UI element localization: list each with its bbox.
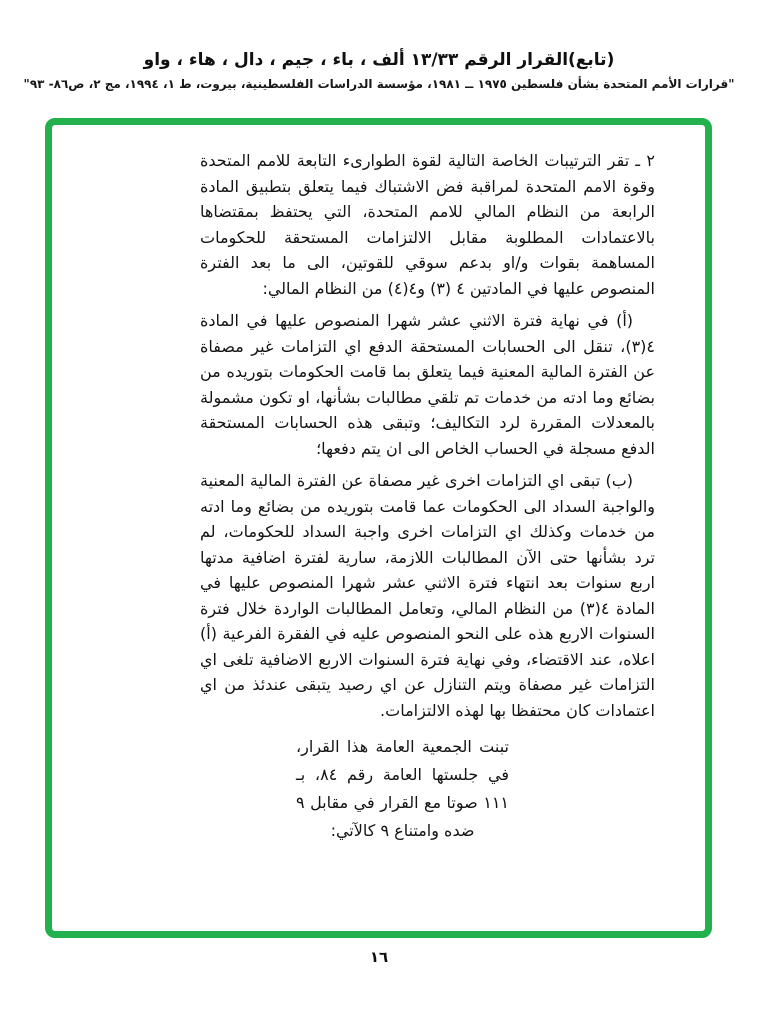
resolution-title: (تابع)القرار الرقم ١٣/٣٣ ألف ، باء ، جيم ، دال ، هاء ، واو — [143, 50, 615, 70]
page-header — [0, 50, 758, 91]
adoption-note: تبنت الجمعية العامة هذا القرار، في جلستها العامة رقم ٨٤، بـ ١١١ صوتا مع القرار في مقابل ٩ ضده وامتناع ٩ كالآتي: — [296, 737, 510, 840]
paragraph-subpara-a: (أ) في نهاية فترة الاثني عشر شهرا المنصوص عليها في المادة ٤(٣)، تنقل الى الحسابات المستحقة الدفع اي التزامات غير مصفاة عن الفترة المالية المعنية فيما يتعلق بما قامت الحكومات بتوريده من بضائع وما ادته من خدمات تم تلقي مطالبات بشأنها، او تكون مشمولة بالمعدلات المقررة لرد التكاليف؛ وتبقى هذه الحسابات المستحقة الدفع مسجلة في الحساب الخاص الى ان يتم دفعها؛ — [200, 311, 655, 458]
paragraph-operative-2: ٢ ـ تقر الترتيبات الخاصة التالية لقوة الطوارىء التابعة للامم المتحدة وقوة الامم المتحدة لمراقبة فض الاشتباك فيما يتعلق بتطبيق المادة الرابعة من النظام المالي للامم المتحدة، التي يحتفظ بمقتضاها بالاعتمادات المطلوبة مقابل الالتزامات المستحقة للحكومات المساهمة بقوات و/او بدعم سوقي للقوتين، الى ما بعد الفترة المنصوص عليها في المادتين ٤ (٣) و٤(٤) من النظام المالي: — [200, 151, 655, 298]
source-citation: "قرارات الأمم المتحدة بشأن فلسطين ١٩٧٥ ــ ١٩٨١، مؤسسة الدراسات الفلسطينية، بيروت، ط ١، ١٩٩٤، مج ٢، ص٨٦- ٩٣" — [23, 77, 735, 91]
page-number: ١٦ — [369, 948, 389, 966]
paragraph-subpara-b: (ب) تبقى اي التزامات اخرى غير مصفاة عن الفترة المالية المعنية والواجبة السداد الى الحكومات عما قامت بتوريده من بضائع وما ادته من خدمات وكذلك اي التزامات اخرى واجبة السداد للحكومات، لم ترد بشأنها حتى الآن المطالبات اللازمة، سارية لفترة اضافية مدتها اربع سنوات بعد انتهاء فترة الاثني عشر شهرا المنصوص عليها في المادة ٤(٣) من النظام المالي، وتعامل المطالبات الواردة خلال فترة السنوات الاربع هذه على النحو المنصوص عليه في الفقرة الفرعية (أ) اعلاه، عند الاقتضاء، وفي نهاية فترة السنوات الاربع الاضافية تلغى اي التزامات غير مصفاة ويتم التنازل عن اي رصيد يتبقى عندئذ من اي اعتمادات كان محتفظا بها لهذه الالتزامات. — [200, 471, 655, 720]
resolution-body — [45, 118, 712, 938]
